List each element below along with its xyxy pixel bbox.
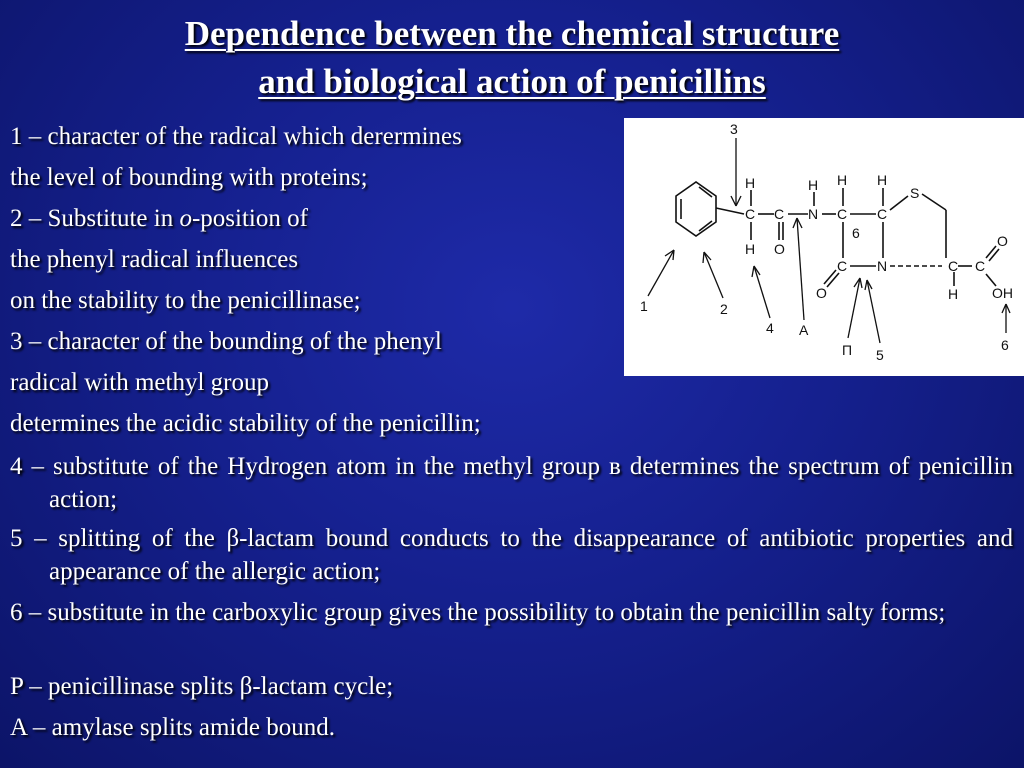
label-6: 6 [1001,337,1009,353]
item-5: 5 – splitting of the β-lactam bound conducts to the disappearance of antibiotic properties and appearance of the allergic action; [10,525,1013,585]
atom-c-6: C [948,258,959,274]
item-a: A – amylase splits amide bound. [10,714,335,741]
atom-s: S [910,185,920,201]
atom-c-7: C [975,258,986,274]
label-1: 1 [640,298,648,314]
item-1-line-2: the level of bounding with proteins; [10,164,368,191]
atom-c-4: C [877,206,888,222]
item-p: P – penicillinase splits β-lactam cycle; [10,673,394,700]
atom-h-4: H [837,172,848,188]
label-3: 3 [730,121,738,137]
label-5: 5 [876,347,884,363]
item-2-suffix: -position of [191,205,308,232]
item-1-line-1: 1 – character of the radical which derermines [10,123,462,150]
atom-oh: OH [992,285,1013,301]
label-2: 2 [720,301,728,317]
item-2-italic: o [179,205,192,232]
label-p: П [842,342,853,358]
item-3-line-2: radical with methyl group [10,369,269,396]
item-2-prefix: 2 – Substitute in [10,205,180,232]
atom-h-1: H [745,175,756,191]
atom-o-3: O [997,233,1008,249]
item-6: 6 – substitute in the carboxylic group gives the possibility to obtain the penicillin salty forms; [10,599,946,626]
atom-c-1: C [745,206,756,222]
atom-c-5: C [837,258,848,274]
label-4: 4 [766,320,774,336]
item-3-line-3: determines the acidic stability of the penicillin; [10,410,481,437]
atom-n-2: N [877,258,888,274]
title-line-2: and biological action of penicillins [258,62,766,101]
label-a: A [799,322,809,338]
item-4: 4 – substitute of the Hydrogen atom in the methyl group в determines the spectrum of penicillin action; [10,453,1013,513]
penicillin-structure-figure [624,118,1024,376]
atom-n-1: N [808,206,819,222]
atom-h-2: H [745,241,756,257]
atom-o-1: O [774,241,785,257]
item-3-line-1: 3 – character of the bounding of the phenyl [10,328,442,355]
item-2-line-3: on the stability to the penicillinase; [10,287,361,314]
item-2-line-2: the phenyl radical influences [10,246,299,273]
atom-h-5: H [877,172,888,188]
item-2-line-1 [10,204,308,234]
slide-title [0,10,1024,106]
title-line-1: Dependence between the chemical structure [184,14,840,53]
ring-label-6: 6 [852,225,860,241]
penicillin-structure-diagram [624,118,1024,376]
atom-c-3: C [837,206,848,222]
atom-o-2: O [816,285,827,301]
atom-c-2: C [774,206,785,222]
atom-h-6: H [948,286,959,302]
atom-h-3: H [808,177,819,193]
